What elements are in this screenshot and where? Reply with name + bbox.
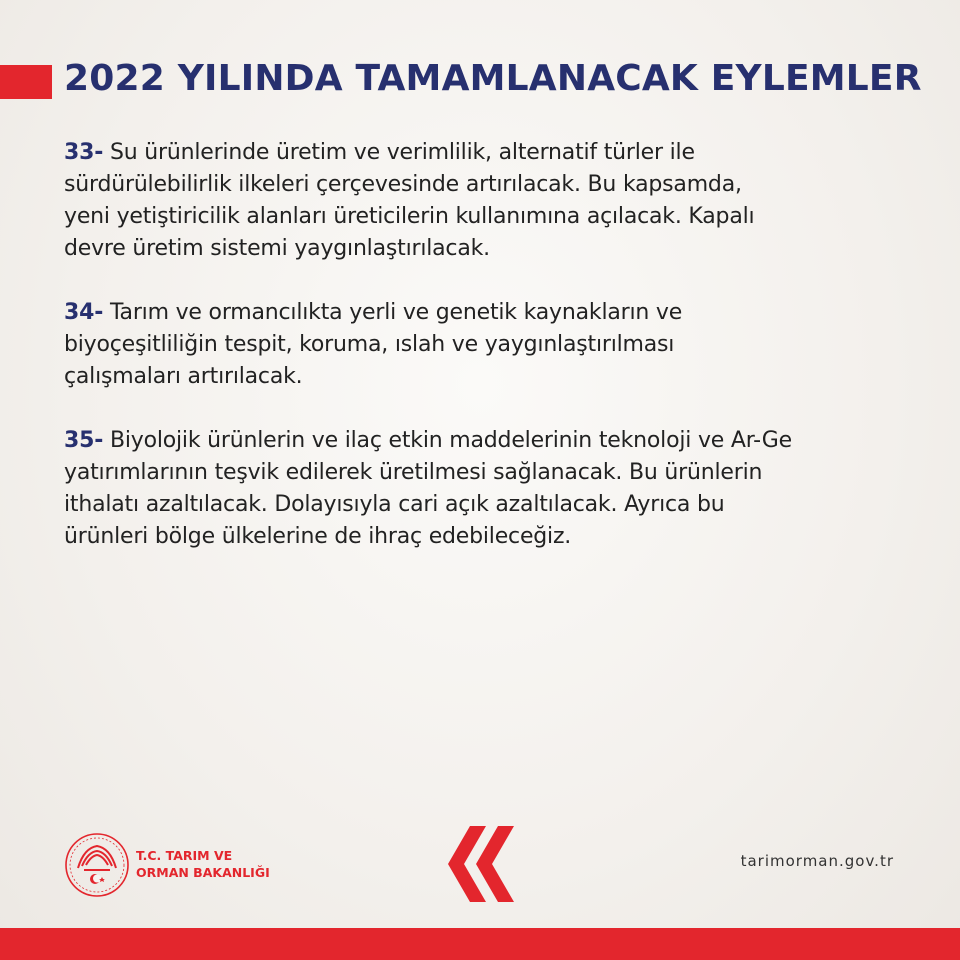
action-item-35 <box>64 425 924 553</box>
action-item-33 <box>64 137 924 265</box>
action-number: 35- <box>64 428 104 453</box>
title-accent-bar <box>0 65 52 99</box>
ministry-emblem-icon <box>64 832 130 898</box>
action-number: 34- <box>64 300 104 325</box>
action-line: 34- Tarım ve ormancılıkta yerli ve genetik kaynakların ve <box>64 300 683 325</box>
action-line: yatırımlarının teşvik edilerek üretilmesi sağlanacak. Bu ürünlerin <box>64 460 763 485</box>
actions-list <box>64 137 924 585</box>
action-number: 33- <box>64 140 104 165</box>
action-line: yeni yetiştiricilik alanları üreticilerin kullanımına açılacak. Kapalı <box>64 204 755 229</box>
action-line: 35- Biyolojik ürünlerin ve ilaç etkin maddelerinin teknoloji ve Ar-Ge <box>64 428 792 453</box>
action-line: çalışmaları artırılacak. <box>64 364 303 389</box>
double-chevron-left-icon <box>446 826 516 902</box>
action-line: ithalatı azaltılacak. Dolayısıyla cari açık azaltılacak. Ayrıca bu <box>64 492 725 517</box>
page-title: 2022 YILINDA TAMAMLANACAK EYLEMLER <box>64 58 922 99</box>
action-line: 33- Su ürünlerinde üretim ve verimlilik, alternatif türler ile <box>64 140 695 165</box>
ministry-name: T.C. TARIM VE ORMAN BAKANLIĞI <box>136 848 270 880</box>
website-link[interactable]: tarimorman.gov.tr <box>740 852 894 870</box>
action-item-34 <box>64 297 924 393</box>
action-line: ürünleri bölge ülkelerine de ihraç edebileceğiz. <box>64 524 572 549</box>
action-line: sürdürülebilirlik ilkeleri çerçevesinde artırılacak. Bu kapsamda, <box>64 172 742 197</box>
bottom-accent-bar <box>0 928 960 960</box>
action-line: biyoçeşitliliğin tespit, koruma, ıslah ve yaygınlaştırılması <box>64 332 675 357</box>
action-line: devre üretim sistemi yaygınlaştırılacak. <box>64 236 490 261</box>
